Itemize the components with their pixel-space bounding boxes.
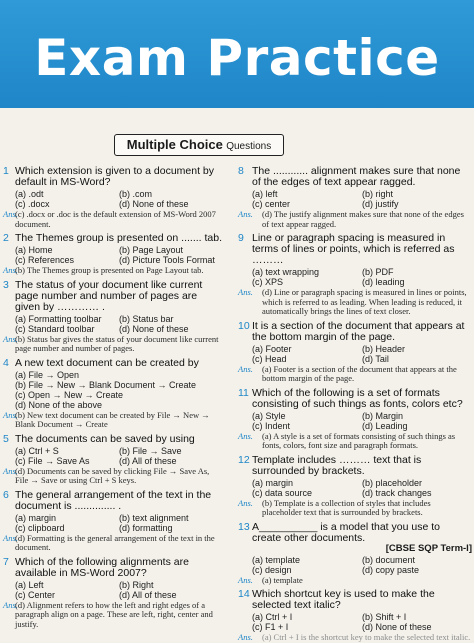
answer-text: (b) Status bar gives the status of your document like current page number and number of pages.	[15, 333, 219, 353]
question-number: 4	[3, 356, 9, 369]
option-a: (a) Home	[15, 245, 53, 255]
option-c: (c) design	[252, 564, 292, 575]
question-text: Template includes ……… text that is surrounded by brackets.	[252, 453, 422, 477]
option-d: (d) Leading	[362, 420, 408, 431]
question-text: The documents can be saved by using	[15, 432, 195, 445]
options-grid	[252, 478, 472, 498]
options-grid	[252, 411, 472, 431]
options-grid	[252, 344, 472, 364]
question-source-tag: [CBSE SQP Term-I]	[385, 542, 472, 554]
question-text: The Themes group is presented on ....... tab.	[15, 232, 223, 244]
answer-text: (a) A style is a set of formats consisting of such things as fonts, colors, font size and paragraph formats.	[262, 430, 456, 450]
answer-text: (a) Ctrl + I is the shortcut key to make the selected text italic.	[262, 632, 471, 642]
option-a: (a) .odt	[15, 189, 44, 199]
answer-label: Ans.	[238, 430, 253, 441]
page-title: Exam Practice	[34, 29, 440, 87]
question-item	[3, 233, 223, 276]
question-text: Line or paragraph spacing is measured in terms of lines or points, which is referred as ………	[252, 232, 455, 266]
option-d: (d) justify	[362, 199, 399, 209]
option-d: (d) track changes	[362, 487, 432, 498]
question-number: 12	[238, 453, 250, 466]
option-d: (d) Picture Tools Format	[119, 255, 215, 265]
question-number: 3	[3, 278, 9, 291]
option-d: (d) None of these	[119, 199, 189, 209]
question-item	[3, 490, 223, 553]
options-grid	[252, 189, 472, 209]
option-d: (d) None of these	[119, 323, 189, 334]
option-a: (a) template	[252, 554, 301, 565]
answer-label: Ans.	[3, 465, 18, 476]
option-b: (b) Page Layout	[119, 245, 184, 255]
options-grid	[252, 555, 472, 575]
option-c: (c) XPS	[252, 277, 284, 287]
question-item	[3, 434, 223, 486]
answer-text: (b) New text document can be created by File → New → Blank Document → Create	[15, 409, 210, 429]
option-b: (b) Margin	[362, 410, 404, 421]
option-c: (c) File → Save As	[15, 455, 90, 466]
option-c: (c) Center	[15, 589, 56, 600]
answer-text: (d) Line or paragraph spacing is measured in lines or points, which is referred to as leading. When leading is reduced, it automatically brings the lines of text closer.	[262, 287, 467, 316]
question-number: 10	[238, 319, 250, 332]
option-b: (b) PDF	[362, 267, 394, 277]
question-number: 13	[238, 520, 250, 533]
answer-text: (d) The justify alignment makes sure that none of the edges of text appear ragged.	[262, 209, 464, 229]
question-text: Which of the following is a set of formats consisting of such things as fonts, colors etc?	[252, 386, 463, 410]
question-text: The general arrangement of the text in the document is .............. .	[15, 488, 212, 512]
option-a: (a) margin	[15, 512, 57, 523]
question-number: 14	[238, 588, 250, 600]
option-a: (a) text wrapping	[252, 267, 320, 277]
question-number: 5	[3, 432, 9, 445]
answer-label: Ans.	[3, 599, 18, 610]
option-a: (a) margin	[252, 477, 294, 488]
option-a: (a) Ctrl + S	[15, 445, 59, 456]
option-d: (d) None of these	[362, 622, 432, 632]
question-item	[238, 589, 472, 643]
options-grid	[15, 245, 223, 265]
answer-text: (c) .docx or .doc is the default extension of MS-Word 2007 document.	[15, 209, 216, 229]
option-d: (d) copy paste	[362, 564, 420, 575]
option-c: (c) Standard toolbar	[15, 323, 95, 334]
answer-label: Ans.	[238, 287, 253, 297]
question-number: 2	[3, 232, 9, 244]
question-item	[238, 233, 472, 317]
option-b: (b) File → Save	[119, 445, 182, 456]
option-b: (b) .com	[119, 189, 153, 199]
option-b: (b) placeholder	[362, 477, 423, 488]
question-number: 8	[238, 165, 244, 177]
question-item	[238, 455, 472, 518]
section-heading-main: Multiple Choice	[126, 137, 223, 152]
question-text: Which shortcut key is used to make the selected text italic?	[252, 588, 435, 611]
answer-text: (a) template	[262, 574, 303, 585]
option-d: (d) All of these	[119, 589, 177, 600]
option-b: (b) right	[362, 189, 394, 199]
option-c: (c) center	[252, 199, 291, 209]
option-c: (c) F1 + I	[252, 622, 289, 632]
option-a: (a) Ctrl + I	[252, 612, 293, 622]
option-b: (b) Right	[119, 579, 154, 590]
answer-label: Ans.	[238, 209, 253, 219]
option-a: (a) Formatting toolbar	[15, 313, 102, 324]
answer-label: Ans.	[3, 265, 18, 275]
option-b: (b) File → New → Blank Document → Create	[15, 379, 197, 390]
answer-label: Ans.	[238, 363, 253, 374]
option-b: (b) document	[362, 554, 416, 565]
option-c: (c) Open → New → Create	[15, 389, 124, 400]
question-text: The ............ alignment makes sure that none of the edges of text appear ragged.	[252, 165, 461, 188]
question-item	[238, 522, 472, 586]
answer-label: Ans.	[3, 333, 18, 344]
question-text: The status of your document like current page number and number of pages are given by ………… .	[15, 278, 203, 313]
option-d: (d) Tail	[362, 353, 389, 364]
question-item	[3, 358, 223, 430]
option-a: (a) Style	[252, 410, 286, 421]
option-b: (b) text alignment	[119, 512, 189, 523]
answer-text: (d) Alignment refers to how the left and right edges of a paragraph align on a page. These are left, right, center and justify.	[15, 599, 213, 629]
option-a: (a) Left	[15, 579, 44, 590]
options-grid	[15, 580, 223, 600]
question-text: A__________ is a model that you use to create other documents.	[252, 520, 440, 544]
answer-label: Ans.	[238, 632, 253, 642]
questions-column-right	[238, 162, 472, 643]
answer-text: (a) Footer is a section of the document that appears at the bottom margin of the page.	[262, 363, 457, 383]
option-a: (a) Footer	[252, 343, 292, 354]
questions-column-left	[3, 162, 223, 629]
option-c: (c) data source	[252, 487, 313, 498]
answer-text: (b) Template is a collection of styles that includes placeholder text that is surrounded by brackets.	[262, 497, 431, 517]
question-number: 11	[238, 386, 249, 399]
answer-label: Ans.	[3, 532, 18, 543]
question-item	[3, 557, 223, 630]
question-item	[238, 166, 472, 229]
option-c: (c) .docx	[15, 199, 50, 209]
option-d: (d) All of these	[119, 455, 177, 466]
answer-label: Ans.	[3, 409, 18, 420]
answer-label: Ans.	[238, 574, 253, 585]
question-text: It is a section of the document that appears at the bottom margin of the page.	[252, 319, 465, 343]
option-c: (c) References	[15, 255, 75, 265]
option-b: (b) Status bar	[119, 313, 174, 324]
answer-label: Ans.	[3, 209, 18, 219]
options-grid	[15, 314, 223, 334]
question-number: 9	[238, 232, 244, 244]
option-b: (b) Shift + I	[362, 612, 407, 622]
question-item	[238, 321, 472, 384]
options-grid	[252, 612, 472, 632]
options-grid	[252, 267, 472, 287]
options-grid	[15, 370, 223, 410]
option-a: (a) left	[252, 189, 278, 199]
option-a: (a) File → Open	[15, 369, 80, 380]
options-grid	[15, 513, 223, 533]
options-grid	[15, 189, 223, 209]
question-text: Which of the following alignments are available in MS-Word 2007?	[15, 555, 189, 579]
question-item	[3, 166, 223, 229]
option-c: (c) Indent	[252, 420, 291, 431]
section-heading-suffix: Questions	[226, 141, 272, 152]
answer-text: (d) Documents can be saved by clicking File → Save As, File → Save or using Ctrl + S keys.	[15, 465, 210, 485]
option-b: (b) Header	[362, 343, 406, 354]
answer-text: (d) Formatting is the general arrangement of the text in the document.	[15, 532, 215, 552]
option-c: (c) Head	[252, 353, 287, 364]
option-d: (d) None of the above	[15, 399, 103, 410]
options-grid	[15, 446, 223, 466]
answer-label: Ans.	[238, 497, 253, 508]
question-item	[238, 388, 472, 451]
section-heading	[114, 134, 284, 156]
question-number: 6	[3, 488, 9, 501]
option-d: (d) formatting	[119, 522, 173, 533]
question-text: A new text document can be created by	[15, 356, 199, 369]
banner	[0, 0, 474, 108]
question-item	[3, 280, 223, 354]
question-number: 7	[3, 555, 9, 568]
option-d: (d) leading	[362, 277, 405, 287]
option-c: (c) clipboard	[15, 522, 65, 533]
question-number: 1	[3, 165, 9, 177]
answer-text: (b) The Themes group is presented on Page Layout tab.	[15, 265, 204, 275]
question-text: Which extension is given to a document by default in MS-Word?	[15, 165, 215, 188]
